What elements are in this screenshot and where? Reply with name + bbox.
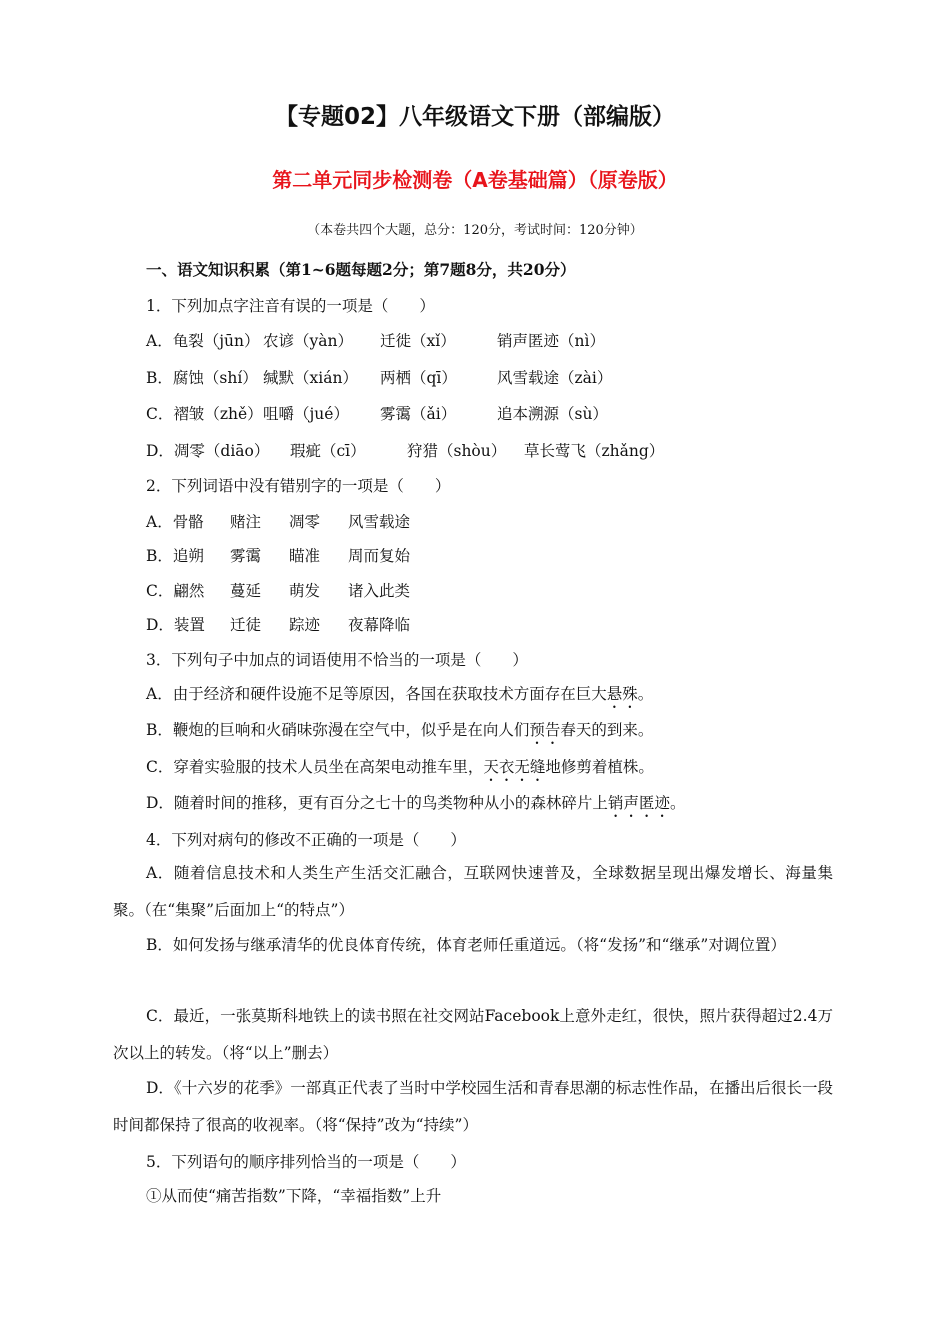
q1-a-2: 农谚（yàn）	[263, 332, 353, 350]
question-3-option-c	[146, 755, 654, 785]
page-title: 【专题02】八年级语文下册（部编版）	[274, 104, 675, 130]
q1-b-3: 两栖（qī）	[380, 369, 457, 387]
q2-b-4: 周而复始	[348, 547, 411, 565]
q1-d-2: 瑕疵（cī）	[290, 442, 366, 460]
q2-b-2: 雾霭	[230, 547, 262, 565]
q2-c-1: C．翩然	[146, 582, 205, 600]
q2-a-3: 凋零	[289, 513, 321, 531]
question-2-stem: 2．下列词语中没有错别字的一项是（ ）	[146, 477, 451, 495]
question-3-stem: 3．下列句子中加点的词语使用不恰当的一项是（ ）	[146, 651, 528, 669]
q2-d-1: D．装置	[146, 616, 205, 634]
q2-b-1: B．追朔	[146, 547, 204, 565]
q1-c-3: 雾霭（ǎi）	[380, 405, 457, 423]
q1-d-3: 狩猎（shòu）	[407, 442, 507, 460]
question-1-option-b	[146, 366, 612, 388]
question-2-option-b	[146, 544, 410, 566]
q2-a-1: A．骨骼	[146, 513, 204, 531]
q2-a-4: 风雪载途	[348, 513, 411, 531]
q1-b-4: 风雪载途（zài）	[497, 369, 613, 387]
q2-c-3: 萌发	[289, 582, 321, 600]
q3-a-text: A．由于经济和硬件设施不足等原因，各国在获取技术方面存在巨大	[146, 685, 607, 703]
q3-b-end: 春天的到来。	[560, 721, 654, 739]
q2-d-2: 迁徒	[230, 616, 262, 634]
q3-b-text: B．鞭炮的巨响和火硝味弥漫在空气中，似乎是在向人们	[146, 721, 530, 739]
question-1-option-c	[146, 402, 608, 424]
q3-d-text: D．随着时间的推移，更有百分之七十的鸟类物种从小的森林碎片上	[146, 794, 608, 812]
q1-d-1: D．凋零（diāo）	[146, 442, 270, 460]
q2-d-3: 踪迹	[289, 616, 321, 634]
q1-c-2: 咀嚼（jué）	[263, 405, 349, 423]
question-4-stem: 4．下列对病句的修改不正确的一项是（ ）	[146, 831, 466, 849]
question-5-stem: 5．下列语句的顺序排列恰当的一项是（ ）	[146, 1153, 466, 1171]
q1-a-3: 迁徙（xǐ）	[380, 332, 456, 350]
page-subtitle: 第二单元同步检测卷（A卷基础篇）（原卷版）	[272, 168, 678, 192]
q1-b-1: B．腐蚀（shí）	[146, 369, 258, 387]
q3-c-text: C．穿着实验服的技术人员坐在高架电动推车里，	[146, 758, 484, 776]
q1-c-4: 追本溯源（sù）	[497, 405, 608, 423]
question-4-option-d: D．《十六岁的花季》一部真正代表了当时中学校园生活和青春思潮的标志性作品，在播出后很长一段时间都保持了很高的收视率。（将“保持”改为“持续”）	[113, 1079, 833, 1134]
question-2-option-c	[146, 579, 410, 601]
question-2-option-d	[146, 613, 410, 635]
q2-d-4: 夜幕降临	[348, 616, 411, 634]
q1-a-1: A．龟裂（jūn）	[146, 332, 260, 350]
q1-d-4: 草长莺飞（zhǎng）	[524, 442, 665, 460]
question-1-stem: 1．下列加点字注音有误的一项是（ ）	[146, 297, 435, 315]
q1-c-1: C．褶皱（zhě）	[146, 405, 263, 423]
exam-note: （本卷共四个大题，总分：120分，考试时间：120分钟）	[307, 223, 643, 238]
question-2-option-a	[146, 510, 410, 532]
q3-b-dotted: 预告	[529, 721, 561, 739]
question-5-item-1: ①从而使“痛苦指数”下降，“幸福指数”上升	[146, 1187, 442, 1205]
q3-a-end: 。	[637, 685, 654, 703]
question-3-option-d	[146, 791, 685, 821]
question-3-option-b	[146, 718, 653, 748]
q2-a-2: 赌注	[230, 513, 262, 531]
question-4-option-b: B．如何发扬与继承清华的优良体育传统，体育老师任重道远。（将“发扬”和“继承”对调位置）	[146, 936, 786, 954]
question-4-option-a: A．随着信息技术和人类生产生活交汇融合，互联网快速普及，全球数据呈现出爆发增长、海量集聚。（在“集聚”后面加上“的特点”）	[113, 864, 833, 919]
q3-c-dotted: 天衣无缝	[483, 758, 546, 776]
q3-d-end: 。	[669, 794, 686, 812]
question-1-option-d	[146, 439, 664, 461]
q3-c-end: 地修剪着植株。	[545, 758, 654, 776]
q1-b-2: 缄默（xián）	[263, 369, 358, 387]
question-4-option-c: C．最近，一张莫斯科地铁上的读书照在社交网站Facebook上意外走红，很快，照片获得超过2.4万次以上的转发。（将“以上”删去）	[113, 1007, 833, 1062]
q3-d-dotted: 销声匿迹	[607, 794, 670, 812]
q2-c-4: 诸入此类	[348, 582, 411, 600]
question-1-option-a	[146, 329, 605, 351]
q1-a-4: 销声匿迹（nì）	[497, 332, 605, 350]
q3-a-dotted: 悬殊	[606, 685, 638, 703]
q2-b-3: 瞄准	[289, 547, 321, 565]
section-heading: 一、语文知识积累（第1~6题每题2分；第7题8分，共20分）	[146, 260, 576, 279]
question-3-option-a	[146, 682, 653, 712]
q2-c-2: 蔓延	[230, 582, 262, 600]
